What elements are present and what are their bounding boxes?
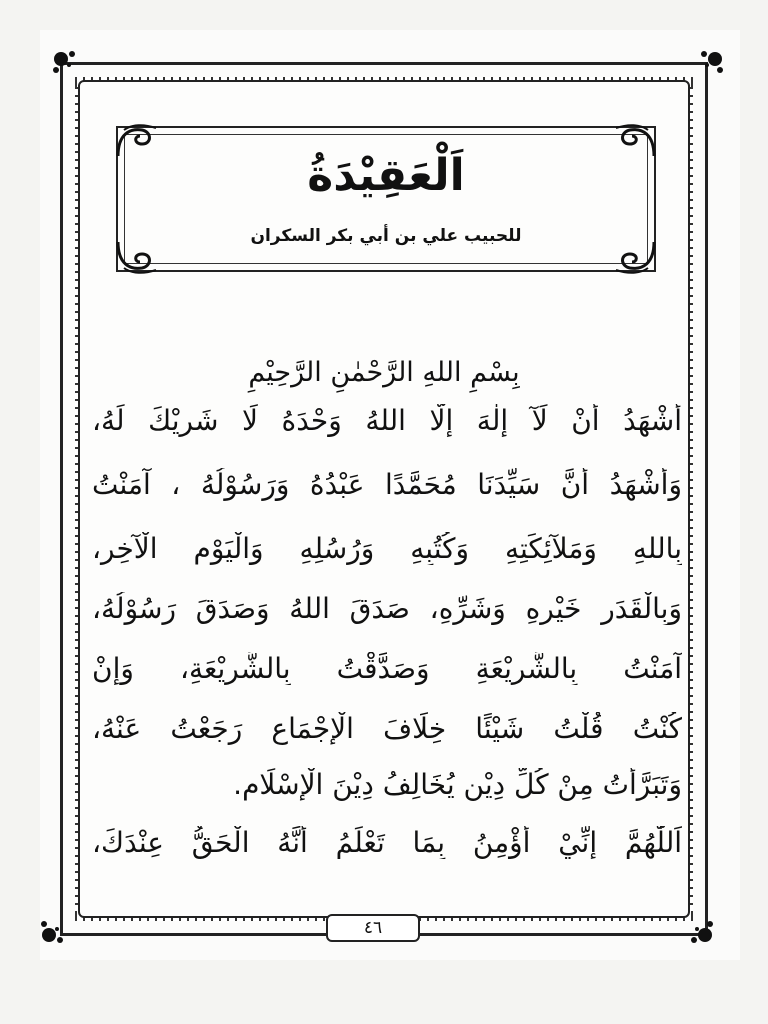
- text-line: وَتَبَرَّأْتُ مِنْ كُلِّ دِيْنٍ يُخَالِفُ دِيْنَ الْإِسْلَامِ.: [233, 768, 682, 801]
- author-subtitle: للحبيب علي بن أبي بكر السكران: [250, 226, 522, 246]
- page-number: ٤٦: [326, 914, 420, 942]
- text-line: كُنْتُ قُلْتُ شَيْئًا خِلَافَ الْإِجْمَاعِ رَجَعْتُ عَنْهُ،: [92, 712, 682, 745]
- title-box: [116, 126, 656, 272]
- corner-ornament-icon: [40, 910, 74, 944]
- text-line: أَشْهَدُ أَنْ لَآ إِلٰهَ إِلَّا اللهُ وَحْدَهُ لَا شَرِيْكَ لَهُ،: [92, 404, 682, 437]
- corner-ornament-icon: [52, 50, 86, 84]
- page-title: اَلْعَقِيْدَةُ: [307, 150, 465, 201]
- corner-ornament-icon: [680, 910, 714, 944]
- corner-ornament-icon: [690, 50, 724, 84]
- text-line: اَللّٰهُمَّ إِنِّيْ أُؤْمِنُ بِمَا تَعْلَمُ أَنَّهُ الْحَقُّ عِنْدَكَ،: [92, 826, 682, 859]
- text-line: بِاللهِ وَمَلآئِكَتِهِ وَكُتُبِهِ وَرُسُلِهِ وَالْيَوْمِ الْآخِرِ،: [92, 532, 682, 565]
- text-line: وَأَشْهَدُ أَنَّ سَيِّدَنَا مُحَمَّدًا عَبْدُهُ وَرَسُوْلُهُ ، آمَنْتُ: [92, 468, 682, 501]
- text-line: آمَنْتُ بِالشَّرِيْعَةِ وَصَدَّقْتُ بِالشَّرِيْعَةِ، وَإِنْ: [92, 652, 682, 685]
- basmala-line: بِسْمِ اللهِ الرَّحْمٰنِ الرَّحِيْمِ: [248, 357, 520, 388]
- text-line: وَبِالْقَدَرِ خَيْرِهِ وَشَرِّهِ، صَدَقَ اللهُ وَصَدَقَ رَسُوْلُهُ،: [92, 592, 682, 625]
